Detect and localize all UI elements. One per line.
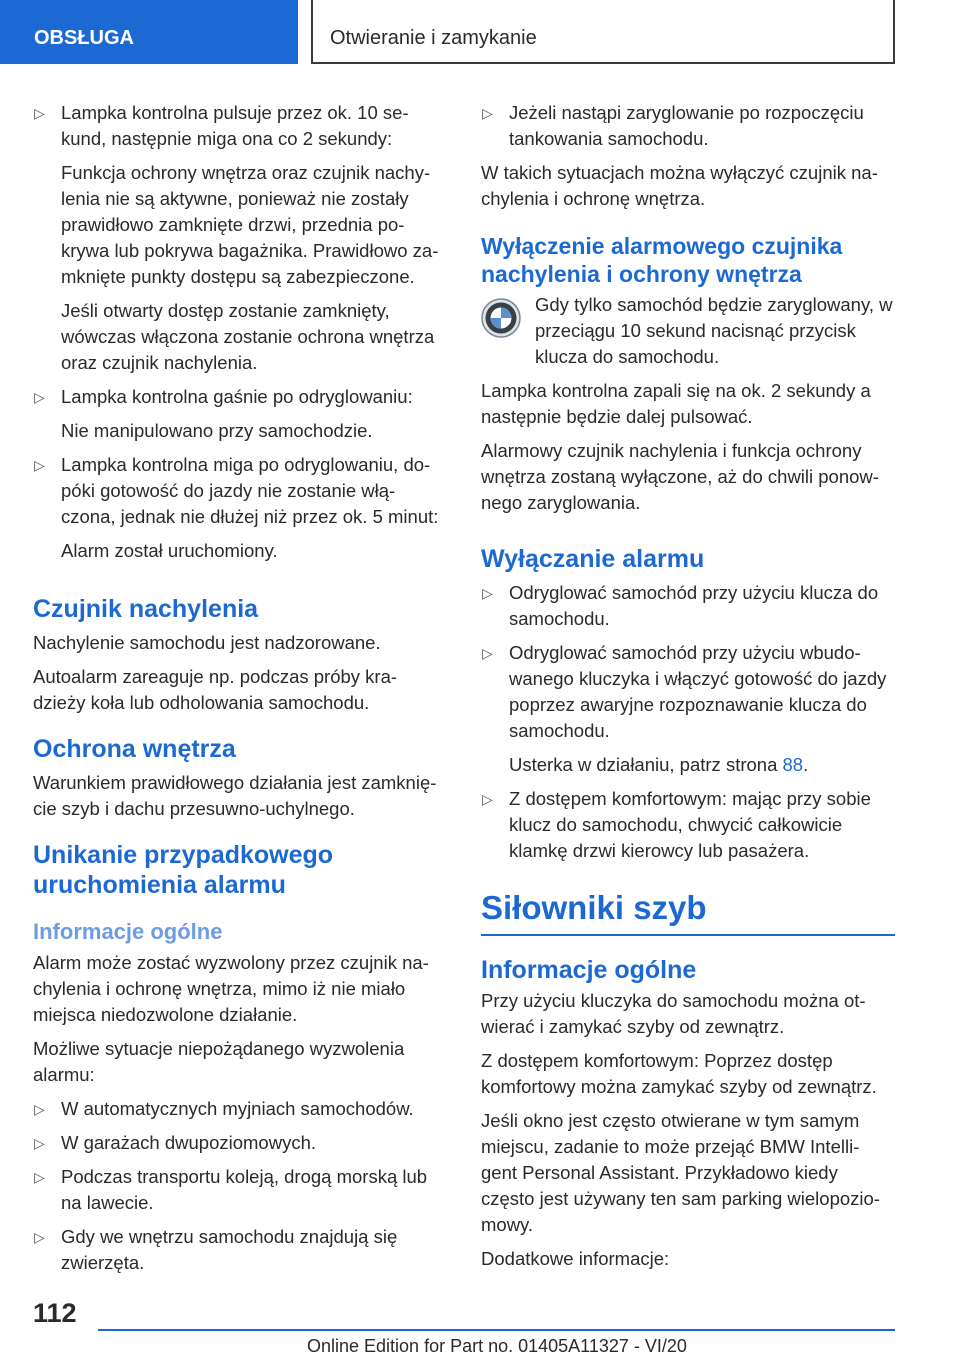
heading-avoid-false-alarm: Unikanie przypadkowego uruchomienia alarmu [33, 841, 334, 899]
paragraph: Jeśli okno jest często otwierane w tym samym miejscu, zadanie to może przejąć BMW Intelli-gent Personal Assistant. Przykładowo kiedy często jest używany ten sam parking wielopozio-mowy. [481, 1110, 880, 1235]
heading-alarm-off: Wyłączanie alarmu [481, 545, 705, 573]
list-item: ▷ Podczas transportu koleją, drogą morską lub na lawecie. [34, 1166, 428, 1213]
list-item: ▷ W automatycznych myjniach samochodów. [33, 1096, 447, 1122]
heading-tilt-sensor: Czujnik nachylenia [33, 595, 259, 623]
list-item-detail: Nie manipulowano przy samochodzie. [61, 420, 373, 441]
subheading-general-info: Informacje ogólne [481, 956, 697, 984]
icon-paragraph: Gdy tylko samochód będzie zaryglowany, w przeciągu 10 sekund nacisnąć przycisk klucza do samochodu. [481, 292, 895, 370]
paragraph: Warunkiem prawidłowego działania jest zamknię-cie szyb i dachu przesuwno-uchylnego. [33, 772, 437, 819]
paragraph: Możliwe sytuacje niepożądanego wyzwolenia alarmu: [33, 1038, 405, 1085]
right-column [481, 100, 895, 1280]
list-item: ▷ Lampka kontrolna gaśnie po odryglowaniu: [33, 384, 447, 410]
heading-disable-sensor: Wyłączenie alarmowego czujnika nachylenia i ochrony wnętrza [481, 233, 843, 287]
list-item: ▷ Odryglować samochód przy użyciu klucza do samochodu. [482, 582, 879, 629]
paragraph: W takich sytuacjach można wyłączyć czujnik na-chylenia i ochronę wnętrza. [481, 162, 878, 209]
subheading-general-info: Informacje ogólne [33, 919, 223, 944]
list-item: ▷ W garażach dwupoziomowych. [33, 1130, 447, 1156]
triangle-bullet-icon: ▷ [482, 791, 493, 807]
list-item: ▷ Odryglować samochód przy użyciu wbudo-wanego kluczyka i włączyć gotowość do jazdy poprzez awaryjne rozpoznawanie klucza do samochodu. [482, 642, 887, 741]
page-number: 112 [33, 1298, 77, 1328]
triangle-bullet-icon: ▷ [34, 389, 45, 405]
triangle-bullet-icon: ▷ [34, 1135, 45, 1151]
paragraph: Lampka kontrolna zapali się na ok. 2 sekundy a następnie będzie dalej pulsować. [481, 380, 871, 427]
triangle-bullet-icon: ▷ [34, 105, 45, 121]
triangle-bullet-icon: ▷ [34, 1101, 45, 1117]
paragraph: Alarmowy czujnik nachylenia i funkcja ochrony wnętrza zostaną wyłączone, aż do chwili ponow-nego zaryglowania. [481, 440, 879, 513]
page-link[interactable]: 88 [782, 754, 804, 775]
footer-divider [98, 1329, 895, 1331]
heading-power-windows: Siłowniki szyb [481, 886, 895, 936]
chapter-title: Otwieranie i zamykanie [311, 0, 895, 64]
list-item-detail: Funkcja ochrony wnętrza oraz czujnik nachy-lenia nie są aktywne, ponieważ nie zostały prawidłowo zamknięte drzwi, przednia po-krywa lub pokrywa bagażnika. Prawidłowo za-mknięte punkty dostępu są zabezpieczone. [61, 162, 439, 287]
triangle-bullet-icon: ▷ [34, 1229, 45, 1245]
list-item: ▷ Lampka kontrolna pulsuje przez ok. 10 se-kund, następnie miga ona co 2 sekundy: [34, 102, 409, 149]
section-tab: OBSŁUGA [0, 0, 298, 64]
heading-interior-protection: Ochrona wnętrza [33, 735, 236, 763]
triangle-bullet-icon: ▷ [34, 457, 45, 473]
paragraph: Nachylenie samochodu jest nadzorowane. [33, 632, 381, 653]
triangle-bullet-icon: ▷ [482, 105, 493, 121]
list-item: ▷ Z dostępem komfortowym: mając przy sobie klucz do samochodu, chwycić całkowicie klamkę drzwi kierowcy lub pasażera. [482, 788, 871, 861]
paragraph: Alarm może zostać wyzwolony przez czujnik na-chylenia i ochronę wnętrza, mimo iż nie miało miejsca niedozwolone działanie. [33, 952, 429, 1025]
triangle-bullet-icon: ▷ [34, 1169, 45, 1185]
triangle-bullet-icon: ▷ [482, 645, 493, 661]
list-item: ▷ Gdy we wnętrzu samochodu znajdują się zwierzęta. [34, 1226, 398, 1273]
list-item: ▷ Lampka kontrolna miga po odryglowaniu, do-póki gotowość do jazdy nie zostanie włą-czona, jednak nie dłużej niż przez ok. 5 minut: [34, 454, 439, 527]
triangle-bullet-icon: ▷ [482, 585, 493, 601]
paragraph: Autoalarm zareaguje np. podczas próby kra-dzieży koła lub odholowania samochodu. [33, 666, 398, 713]
bmw-logo-icon [481, 298, 521, 338]
paragraph: Przy użyciu kluczyka do samochodu można ot-wierać i zamykać szyby od zewnątrz. [481, 990, 866, 1037]
list-item: ▷ Jeżeli nastąpi zaryglowanie po rozpoczęciu tankowania samochodu. [482, 102, 864, 149]
paragraph: Z dostępem komfortowym: Poprzez dostęp komfortowy można zamykać szyby od zewnątrz. [481, 1050, 877, 1097]
left-column [33, 100, 447, 1284]
list-item-detail: Usterka w działaniu, patrz strona 88. [509, 754, 809, 775]
paragraph: Dodatkowe informacje: [481, 1248, 670, 1269]
list-item-detail: Jeśli otwarty dostęp zostanie zamknięty, wówczas włączona zostanie ochrona wnętrza oraz czujnik nachylenia. [61, 300, 435, 373]
list-item-detail: Alarm został uruchomiony. [61, 540, 278, 561]
footer-edition: Online Edition for Part no. 01405A11327 - VI/20 [307, 1336, 687, 1356]
